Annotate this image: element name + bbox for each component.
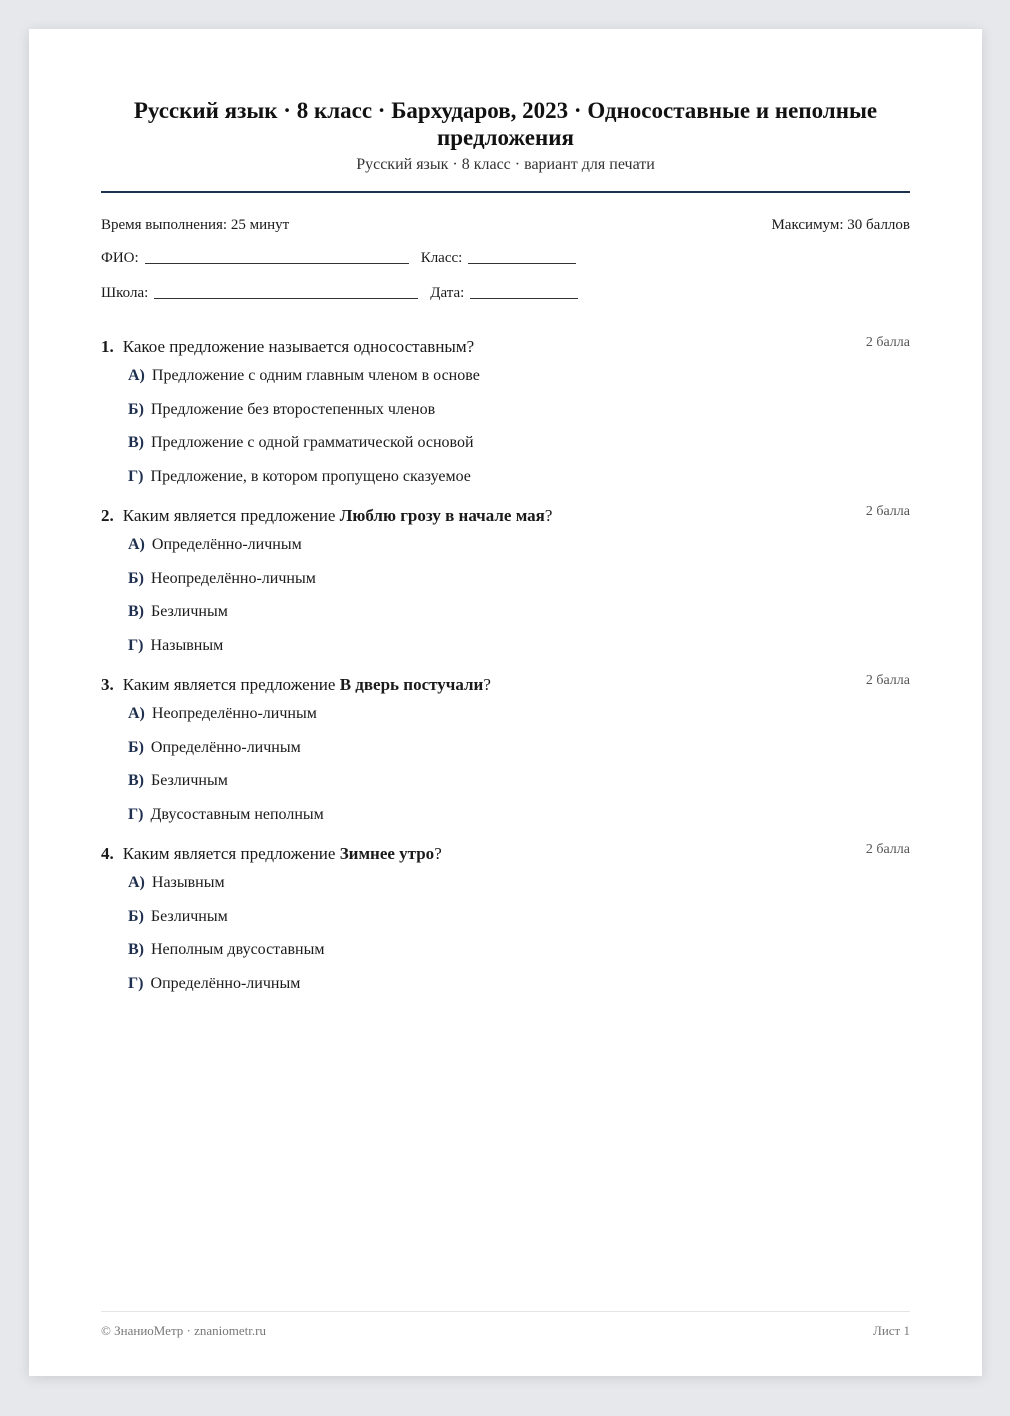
question-text-prefix: Каким является предложение <box>122 506 340 525</box>
option-text: Предложение с одним главным членом в основе <box>151 367 480 384</box>
answer-option[interactable] <box>128 595 910 629</box>
option-letter: Б) <box>128 400 144 418</box>
option-letter: Б) <box>128 738 144 756</box>
time-limit: Время выполнения: 25 минут <box>101 217 290 233</box>
answer-option[interactable] <box>128 426 910 460</box>
footer <box>101 1323 910 1339</box>
option-letter: А) <box>128 367 145 384</box>
answer-option[interactable] <box>128 798 910 832</box>
question-header <box>101 506 910 526</box>
question-number: 3. <box>101 675 114 694</box>
option-letter: Г) <box>128 974 144 992</box>
option-text: Безличным <box>151 603 228 620</box>
question-text-suffix: ? <box>483 675 491 694</box>
name-label: ФИО: <box>101 250 139 266</box>
option-text: Назывным <box>150 636 224 654</box>
question-example-sentence: Люблю грозу в начале мая <box>339 506 545 525</box>
date-label: Дата: <box>430 285 465 301</box>
question-line <box>101 675 491 695</box>
option-text: Предложение, в котором пропущено сказуемое <box>150 467 471 485</box>
answer-option[interactable] <box>128 460 910 494</box>
option-text: Безличным <box>151 772 228 789</box>
question-text-prefix: Каким является предложение <box>122 844 340 863</box>
question-text-prefix: Какое предложение называется односоставным? <box>122 337 475 356</box>
option-letter: Б) <box>128 569 144 587</box>
fields-row-1 <box>101 250 910 267</box>
question-number: 1. <box>101 337 114 356</box>
answer-option[interactable] <box>128 866 910 900</box>
question-number: 4. <box>101 844 114 863</box>
question-points: 2 балла <box>865 504 910 519</box>
option-letter: Г) <box>128 805 144 823</box>
option-letter: В) <box>128 434 144 451</box>
answer-option[interactable] <box>128 764 910 798</box>
question-block <box>101 506 910 662</box>
option-text: Определённо-личным <box>150 974 301 992</box>
question-points: 2 балла <box>865 842 910 857</box>
question-header <box>101 844 910 864</box>
option-letter: Г) <box>128 467 144 485</box>
question-line <box>101 337 474 357</box>
answer-option[interactable] <box>128 967 910 1001</box>
question-text <box>123 506 553 525</box>
option-letter: В) <box>128 772 144 789</box>
answer-option[interactable] <box>128 731 910 765</box>
question-block <box>101 844 910 1000</box>
option-text: Предложение без второстепенных членов <box>150 400 436 418</box>
page-subtitle: Русский язык · 8 класс · вариант для печати <box>356 156 655 173</box>
question-number: 2. <box>101 506 114 525</box>
question-text <box>123 675 491 694</box>
answer-option[interactable] <box>128 900 910 934</box>
option-text: Двусоставным неполным <box>150 805 324 823</box>
meta-row <box>101 217 910 234</box>
option-letter: В) <box>128 941 144 958</box>
question-text-suffix: ? <box>544 506 553 525</box>
footer-divider <box>101 1311 910 1312</box>
answer-option[interactable] <box>128 528 910 562</box>
answer-option[interactable] <box>128 359 910 393</box>
answer-options <box>101 359 910 493</box>
worksheet-page <box>29 29 982 1376</box>
question-text-prefix: Каким является предложение <box>122 675 340 694</box>
question-text <box>123 337 474 356</box>
class-label: Класс: <box>420 250 463 266</box>
questions-list <box>101 337 910 1000</box>
question-example-sentence: Зимнее утро <box>339 844 435 863</box>
answer-option[interactable] <box>128 697 910 731</box>
answer-options <box>101 697 910 831</box>
max-score: Максимум: 30 баллов <box>771 217 910 233</box>
answer-option[interactable] <box>128 629 910 663</box>
option-letter: А) <box>128 536 145 553</box>
option-text: Назывным <box>151 874 225 891</box>
answer-option[interactable] <box>128 562 910 596</box>
date-field[interactable] <box>470 297 578 299</box>
worksheet-content <box>101 29 910 1000</box>
option-letter: А) <box>128 874 145 891</box>
option-text: Неполным двусоставным <box>151 941 325 958</box>
school-label: Школа: <box>101 285 149 301</box>
fields-row-2 <box>101 285 910 302</box>
question-line <box>101 844 442 864</box>
option-letter: Б) <box>128 907 144 925</box>
option-text: Безличным <box>150 907 228 925</box>
question-line <box>101 506 552 526</box>
answer-option[interactable] <box>128 393 910 427</box>
question-block <box>101 337 910 493</box>
option-letter: Г) <box>128 636 144 654</box>
answer-options <box>101 866 910 1000</box>
question-points: 2 балла <box>865 335 910 350</box>
page-title: Русский язык · 8 класс · Бархударов, 2023 · Односоставные и неполные предложения <box>133 98 878 150</box>
header-divider <box>101 191 910 193</box>
question-points: 2 балла <box>865 673 910 688</box>
question-example-sentence: В дверь постучали <box>339 675 484 694</box>
option-text: Неопределённо-личным <box>151 705 317 722</box>
question-block <box>101 675 910 831</box>
school-field[interactable] <box>154 297 418 299</box>
answer-options <box>101 528 910 662</box>
option-text: Определённо-личным <box>151 536 302 553</box>
option-text: Неопределённо-личным <box>150 569 316 587</box>
question-text-suffix: ? <box>434 844 442 863</box>
question-header <box>101 675 910 695</box>
page-number: Лист 1 <box>873 1323 910 1338</box>
answer-option[interactable] <box>128 933 910 967</box>
option-text: Предложение с одной грамматической основой <box>151 434 474 451</box>
class-field[interactable] <box>468 262 576 264</box>
option-letter: В) <box>128 603 144 620</box>
option-letter: А) <box>128 705 145 722</box>
name-field[interactable] <box>145 262 409 264</box>
question-text <box>123 844 442 863</box>
option-text: Определённо-личным <box>150 738 301 756</box>
question-header <box>101 337 910 357</box>
copyright-text: © ЗнаниоМетр · znaniometr.ru <box>101 1323 266 1338</box>
